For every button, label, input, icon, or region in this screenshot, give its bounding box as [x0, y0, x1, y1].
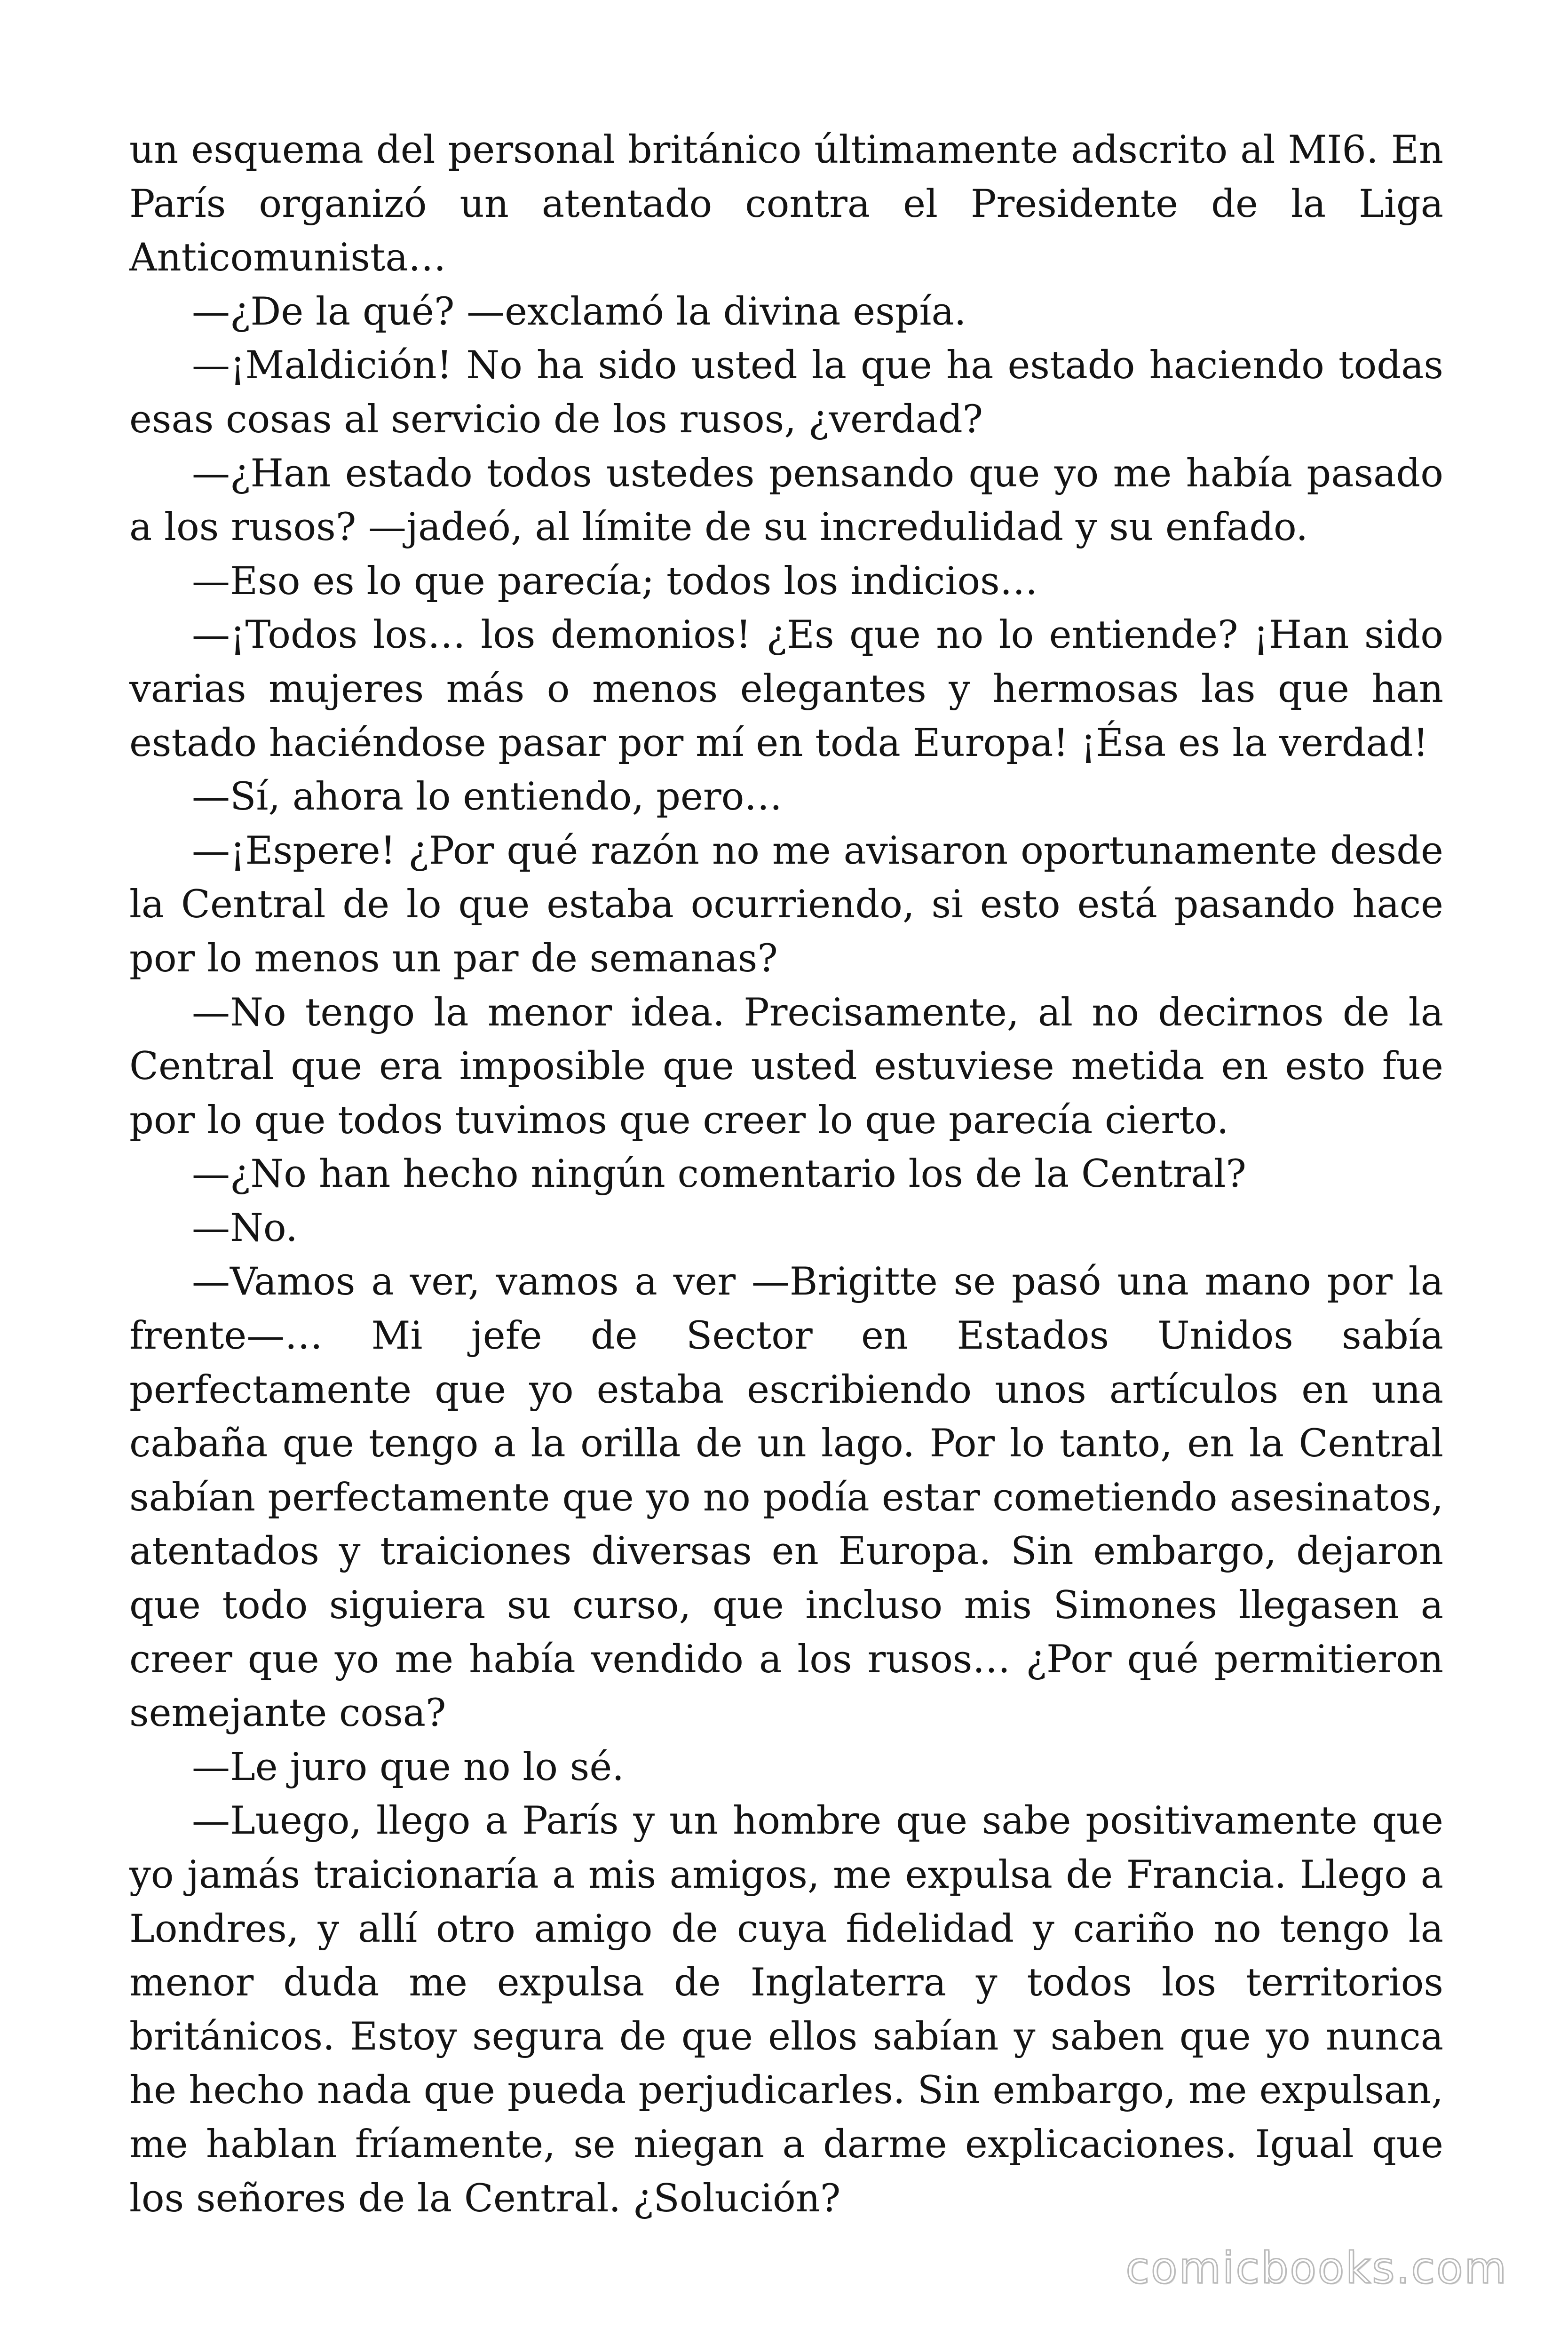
paragraph: —¡Espere! ¿Por qué razón no me avisaron oportunamente desde la Central de lo que estaba ocurriendo, si esto está pasando hace por lo menos un par de semanas? [129, 828, 1443, 981]
paragraph: —¿De la qué? —exclamó la divina espía. [192, 289, 966, 334]
paragraph: —Le juro que no lo sé. [192, 1745, 625, 1789]
paragraph: —Luego, llego a París y un hombre que sabe positivamente que yo jamás traicionaría a mis amigos, me expulsa de Francia. Llego a Londres, y allí otro amigo de cuya fidelidad y cariño no tengo la menor duda me expulsa de Inglaterra y todos los territorios británicos. Estoy segura de que ellos sabían y saben que yo nunca he hecho nada que pueda perjudicarles. Sin embargo, me expulsan, me hablan fríamente, se niegan a darme explicaciones. Igual que los señores de la Central. ¿Solución? [129, 1799, 1443, 2221]
paragraph: —No tengo la menor idea. Precisamente, al no decirnos de la Central que era imposible que usted estuviese metida en esto fue por lo que todos tuvimos que creer lo que parecía cierto. [129, 990, 1443, 1143]
watermark-logo: comicbooks.com [1125, 2243, 1508, 2293]
paragraph: —No. [192, 1206, 298, 1250]
paragraph: —¡Todos los… los demonios! ¿Es que no lo entiende? ¡Han sido varias mujeres más o menos elegantes y hermosas las que han estado haciéndose pasar por mí en toda Europa! ¡Ésa es la verdad! [129, 613, 1443, 765]
paragraph: —¿Han estado todos ustedes pensando que yo me había pasado a los rusos? —jadeó, al límite de su incredulidad y su enfado. [129, 451, 1443, 550]
paragraph: un esquema del personal británico últimamente adscrito al MI6. En París organizó un atentado contra el Presidente de la Liga Anticomunista… [129, 128, 1443, 280]
paragraph: —¿No han hecho ningún comentario los de la Central? [192, 1152, 1246, 1197]
paragraph: —Eso es lo que parecía; todos los indicios… [192, 559, 1038, 604]
page-body-text [129, 123, 1443, 2225]
paragraph: —Sí, ahora lo entiendo, pero… [192, 775, 783, 819]
paragraph: —Vamos a ver, vamos a ver —Brigitte se pasó una mano por la frente—… Mi jefe de Sector en Estados Unidos sabía perfectamente que yo estaba escribiendo unos artículos en una cabaña que tengo a la orilla de un lago. Por lo tanto, en la Central sabían perfectamente que yo no podía estar cometiendo asesinatos, atentados y traiciones diversas en Europa. Sin embargo, dejaron que todo siguiera su curso, que incluso mis Simones llegasen a creer que yo me había vendido a los rusos… ¿Por qué permitieron semejante cosa? [129, 1260, 1443, 1736]
paragraph: —¡Maldición! No ha sido usted la que ha estado haciendo todas esas cosas al servicio de los rusos, ¿verdad? [129, 343, 1443, 442]
